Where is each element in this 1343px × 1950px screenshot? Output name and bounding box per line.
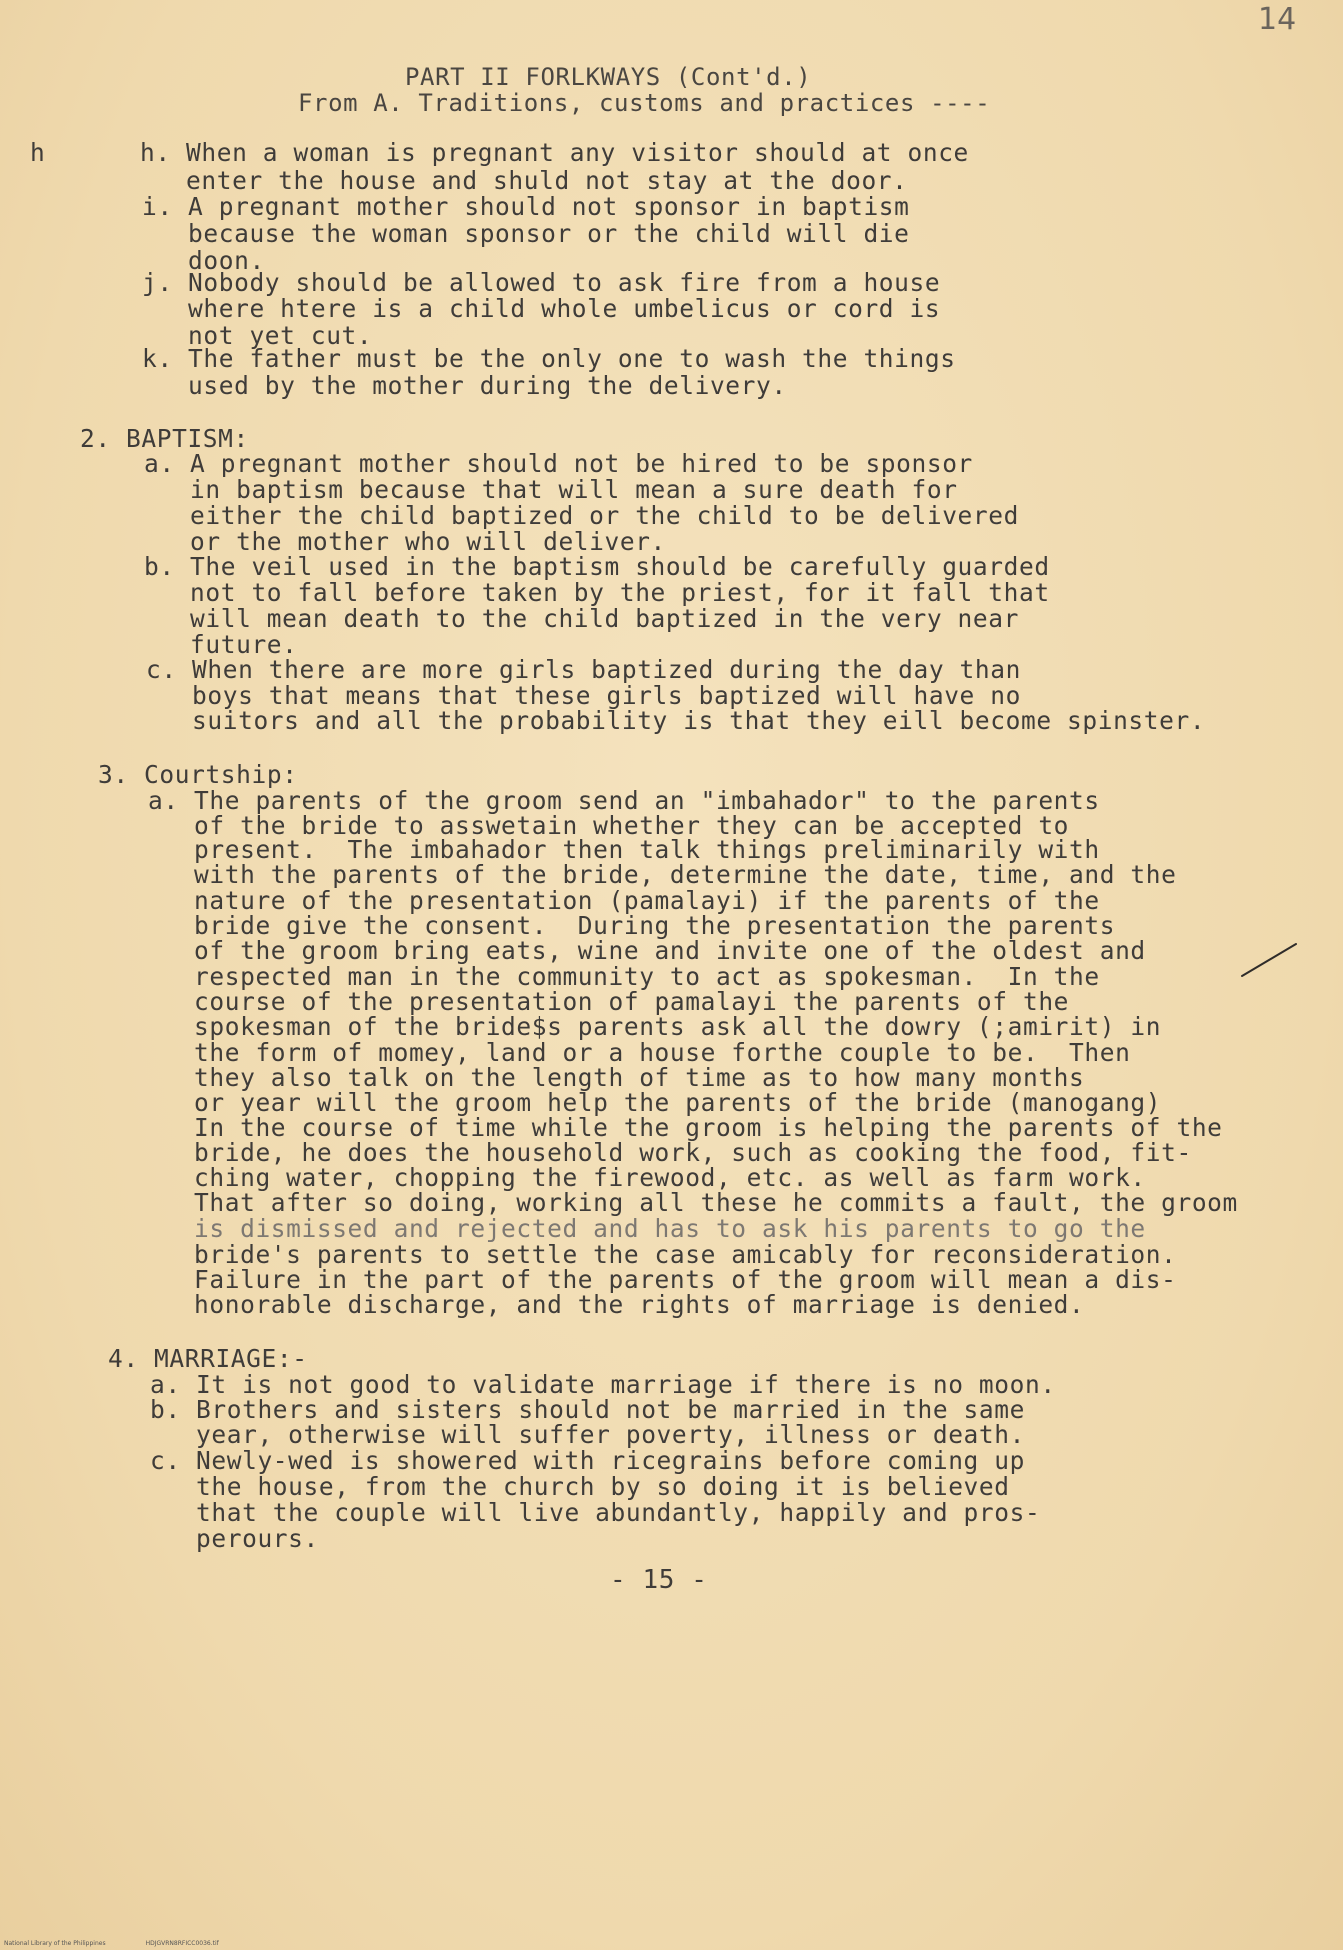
line-baptism-a-4: or the mother who will deliver. <box>144 527 666 556</box>
line-baptism-a-2: in baptism because that will mean a sure death for <box>144 475 958 504</box>
line-courtship-3: present. The imbahador then talk things preliminarily with <box>148 835 1100 864</box>
line-courtship-13: or year will the groom help the parents of the bride (manogang) <box>148 1088 1162 1117</box>
line-courtship-8: respected man in the community to act as spokesman. In the <box>148 962 1100 991</box>
line-courtship-16: ching water, chopping the firewood, etc. as well as farm work. <box>148 1163 1146 1192</box>
margin-letter: h <box>30 138 46 167</box>
line-item-k-1: k. The father must be the only one to wash the things <box>142 344 956 373</box>
line-courtship-6: bride give the consent. During the presentation the parents <box>148 911 1116 940</box>
line-baptism-c-2: boys that means that these girls baptized will have no <box>146 681 1021 710</box>
section-heading-baptism: 2. BAPTISM: <box>80 424 249 453</box>
line-courtship-1: a. The parents of the groom send an "imbahador" to the parents <box>148 786 1100 815</box>
pen-tick-mark <box>1240 940 1300 980</box>
line-marriage-c-4: perours. <box>150 1524 319 1553</box>
line-item-k-2: used by the mother during the delivery. <box>142 371 787 400</box>
line-courtship-19: bride's parents to settle the case amicably for reconsideration. <box>148 1240 1177 1269</box>
line-marriage-c-2: the house, from the church by so doing it is believed <box>150 1472 1010 1501</box>
line-baptism-b-2: not to fall before taken by the priest, for it fall that <box>144 578 1050 607</box>
line-item-h-2: enter the house and shuld not stay at the door. <box>140 166 908 195</box>
line-courtship-11: the form of momey, land or a house forthe couple to be. Then <box>148 1038 1131 1067</box>
line-item-j-2: where htere is a child whole umbelicus or cord is <box>142 294 941 323</box>
corner-page-number: 14 <box>1258 2 1297 37</box>
line-baptism-c-1: c. When there are more girls baptized during the day than <box>146 655 1021 684</box>
line-baptism-b-1: b. The veil used in the baptism should be carefully guarded <box>144 552 1050 581</box>
line-item-h-1: h. When a woman is pregnant any visitor should at once <box>140 138 969 167</box>
line-baptism-b-3: will mean death to the child baptized in the very near <box>144 604 1019 633</box>
line-courtship-20: Failure in the part of the parents of the groom will mean a dis- <box>148 1265 1177 1294</box>
line-courtship-15: bride, he does the household work, such as cooking the food, fit- <box>148 1138 1192 1167</box>
page-number: - 15 - <box>610 1565 708 1595</box>
line-courtship-14: In the course of time while the groom is helping the parents of the <box>148 1113 1223 1142</box>
section-heading-courtship: 3. Courtship: <box>98 760 298 789</box>
line-marriage-b-1: b. Brothers and sisters should not be married in the same <box>150 1395 1025 1424</box>
line-courtship-21: honorable discharge, and the rights of marriage is denied. <box>148 1290 1085 1319</box>
document-title: PART II FORLKWAYS (Cont'd.) <box>405 63 812 91</box>
line-marriage-b-2: year, otherwise will suffer poverty, illness or death. <box>150 1420 1025 1449</box>
line-baptism-a-1: a. A pregnant mother should not be hired to be sponsor <box>144 449 973 478</box>
footer-library: National Library of the Philippines <box>4 1940 106 1947</box>
footer-filename: HDJGVRN8RFICC0036.tif <box>145 1940 219 1947</box>
line-courtship-10: spokesman of the bride$s parents ask all the dowry (;amirit) in <box>148 1012 1162 1041</box>
line-courtship-18: is dismissed and rejected and has to ask his parents to go the <box>148 1214 1146 1243</box>
line-marriage-c-1: c. Newly-wed is showered with ricegrains before coming up <box>150 1446 1025 1475</box>
line-baptism-c-3: suitors and all the probability is that they eill become spinster. <box>146 706 1206 735</box>
scan-footer <box>4 1940 259 1947</box>
line-marriage-a: a. It is not good to validate marriage if there is no moon. <box>150 1370 1056 1399</box>
line-courtship-4: with the parents of the bride, determine the date, time, and the <box>148 860 1177 889</box>
line-item-j-1: j. Nobody should be allowed to ask fire from a house <box>142 268 941 297</box>
line-courtship-5: nature of the presentation (pamalayi) if the parents of the <box>148 886 1100 915</box>
line-baptism-a-3: either the child baptized or the child to be delivered <box>144 501 1019 530</box>
section-heading-marriage: 4. MARRIAGE:- <box>108 1344 308 1373</box>
line-item-i-2: because the woman sponsor or the child will die <box>142 219 910 248</box>
line-courtship-7: of the groom bring eats, wine and invite one of the oldest and <box>148 936 1146 965</box>
line-courtship-2: of the bride to asswetain whether they can be accepted to <box>148 811 1070 840</box>
line-courtship-9: course of the presentation of pamalayi the parents of the <box>148 987 1070 1016</box>
document-subtitle: From A. Traditions, customs and practices ---- <box>298 89 991 117</box>
line-courtship-17: That after so doing, working all these he commits a fault, the groom <box>148 1188 1238 1217</box>
line-item-i-1: i. A pregnant mother should not sponsor in baptism <box>142 192 910 221</box>
line-baptism-b-4: future. <box>144 630 298 659</box>
line-item-i-3: doon. <box>142 246 265 275</box>
line-item-j-3: not yet cut. <box>142 321 373 350</box>
line-courtship-12: they also talk on the length of time as to how many months <box>148 1063 1085 1092</box>
line-marriage-c-3: that the couple will live abundantly, happily and pros- <box>150 1498 1041 1527</box>
